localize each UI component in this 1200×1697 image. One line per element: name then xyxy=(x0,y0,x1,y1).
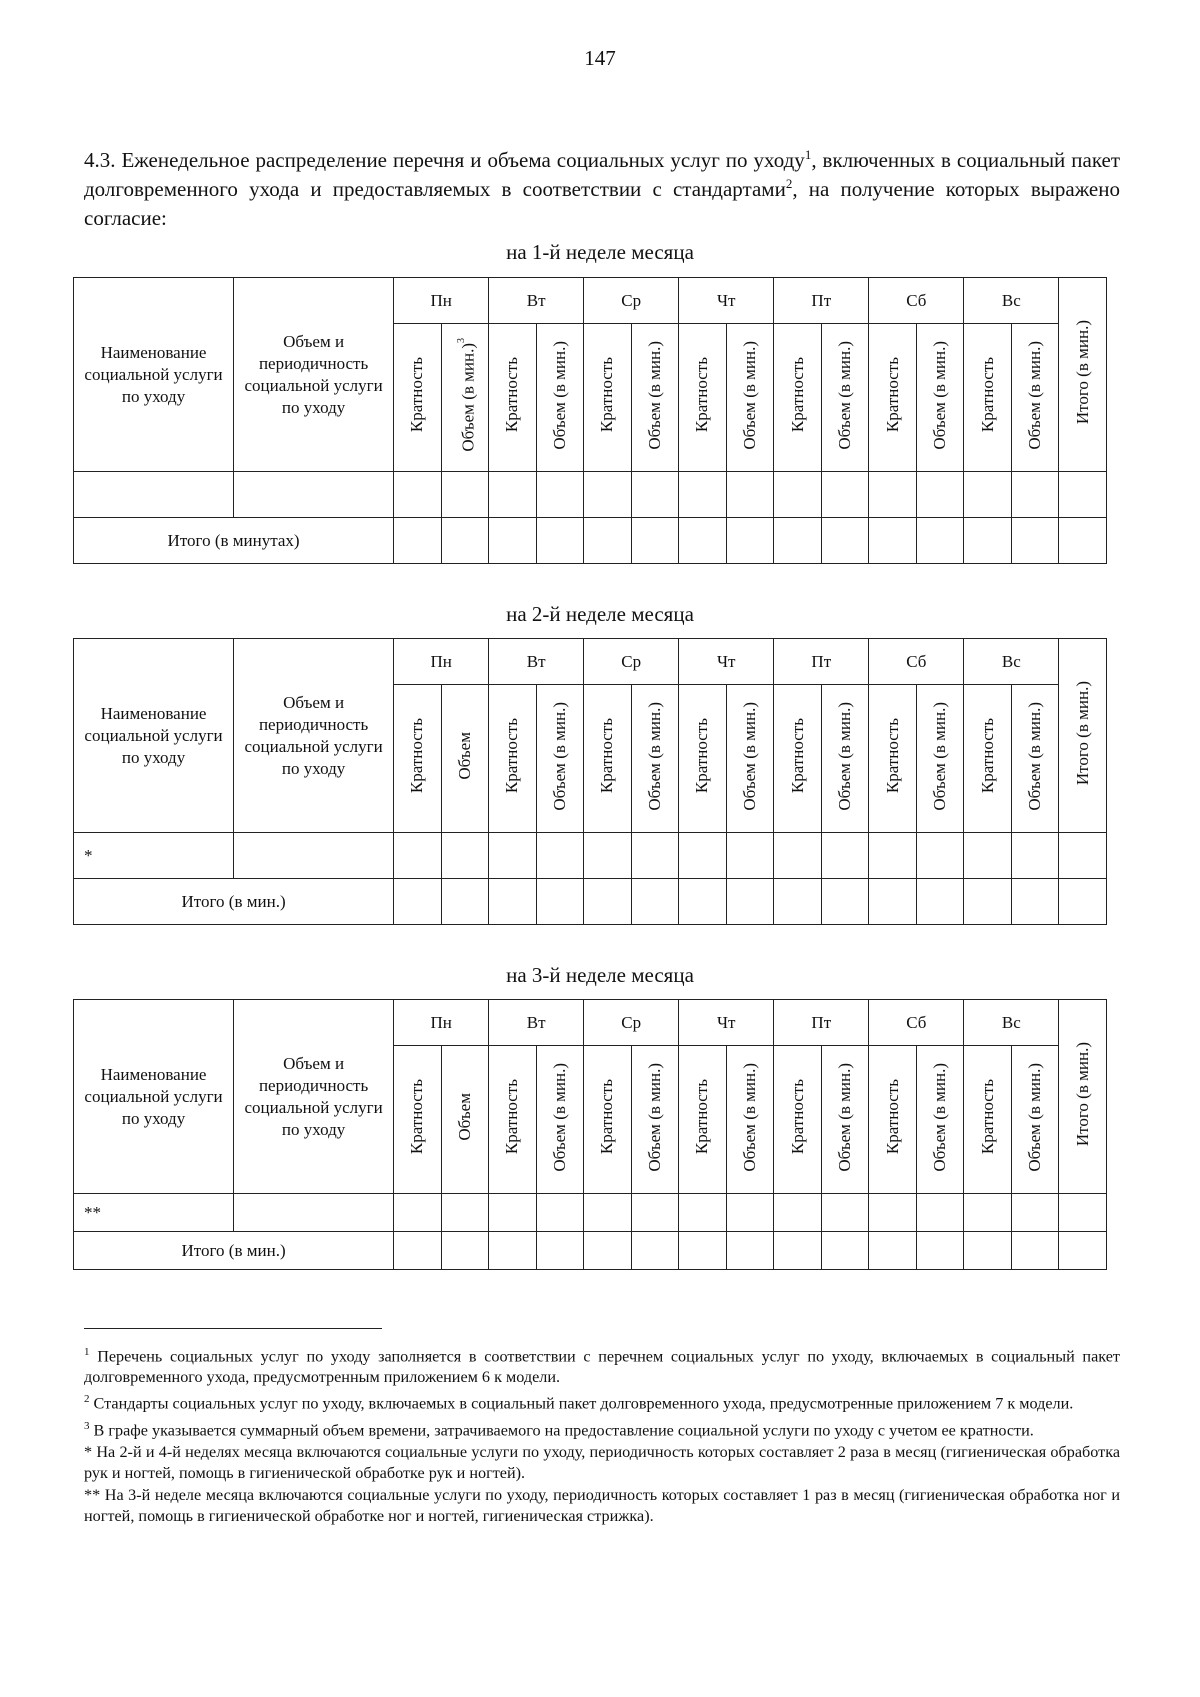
subheader-frequency-label: Кратность xyxy=(977,718,997,794)
table-cell xyxy=(1059,472,1107,518)
table-cell xyxy=(631,879,679,925)
table-cell xyxy=(536,1194,584,1232)
week-3-table xyxy=(73,999,1107,1270)
table-cell xyxy=(774,1232,822,1270)
footnote-text: В графе указывается суммарный объем времени, затрачиваемого на предоставление социальной услуги по уходу с учетом ее кратности. xyxy=(93,1421,1034,1440)
table-cell xyxy=(631,518,679,564)
subheader-frequency xyxy=(489,324,537,472)
table-cell xyxy=(774,1194,822,1232)
subheader-volume-label: Объем (в мин.) xyxy=(930,1062,950,1172)
subheader-frequency-label: Кратность xyxy=(787,1079,807,1155)
table-cell xyxy=(441,879,489,925)
table-cell xyxy=(536,518,584,564)
footnote-ref-2: 2 xyxy=(785,176,793,191)
table-cell xyxy=(1059,833,1107,879)
table-cell xyxy=(234,472,394,518)
table-cell xyxy=(536,1232,584,1270)
day-header: Вт xyxy=(489,278,584,324)
table-cell xyxy=(916,1194,964,1232)
footnote-2 xyxy=(84,1389,1120,1414)
table-cell xyxy=(1011,472,1059,518)
subheader-volume-label: Объем (в мин.) xyxy=(549,1062,569,1172)
day-header: Вт xyxy=(489,639,584,685)
subheader-volume-label: Объем (в мин.) xyxy=(835,1062,855,1172)
subheader-frequency xyxy=(774,685,822,833)
table-cell xyxy=(631,472,679,518)
table-cell xyxy=(679,518,727,564)
day-header: Ср xyxy=(584,1000,679,1046)
footnote-star xyxy=(84,1442,1120,1484)
subheader-frequency-label: Кратность xyxy=(407,1079,427,1155)
subheader-volume-label: Объем (в мин.) xyxy=(1025,701,1045,811)
subheader-volume xyxy=(631,324,679,472)
table-cell xyxy=(234,1194,394,1232)
subheader-volume xyxy=(821,685,869,833)
subheader-frequency xyxy=(964,685,1012,833)
table-cell xyxy=(679,879,727,925)
day-header: Пт xyxy=(774,278,869,324)
footnote-3 xyxy=(84,1416,1120,1441)
subheader-volume xyxy=(916,685,964,833)
subheader-frequency xyxy=(964,324,1012,472)
subheader-volume-label: Объем xyxy=(454,732,474,780)
page-number: 147 xyxy=(584,46,616,70)
day-header: Ср xyxy=(584,278,679,324)
subheader-frequency xyxy=(394,324,442,472)
subheader-volume-label: Объем (в мин.) xyxy=(549,701,569,811)
table-cell xyxy=(1011,879,1059,925)
header-total xyxy=(1059,278,1107,472)
footnote-text: Перечень социальных услуг по уходу заполняется в соответствии с перечнем социальных услуг по уходу, включаемых в социальный пакет долговременного ухода, предусмотренным приложением 6 к модели. xyxy=(84,1347,1121,1387)
subheader-volume xyxy=(1011,324,1059,472)
header-volume-periodicity: Объем и периодичность социальной услуги по уходу xyxy=(234,1000,394,1194)
day-header: Пн xyxy=(394,639,489,685)
table-cell xyxy=(536,472,584,518)
subheader-volume-label: Объем (в мин.) xyxy=(740,701,759,811)
table-cell xyxy=(584,879,632,925)
footnote-ref-1: 1 xyxy=(804,147,812,162)
subheader-volume xyxy=(536,324,584,472)
subheader-volume-label: Объем (в мин.) xyxy=(930,701,950,811)
subheader-volume-label xyxy=(452,338,479,452)
subheader-volume-label: Объем (в мин.) xyxy=(740,340,759,450)
subheader-frequency-label: Кратность xyxy=(882,1079,902,1155)
table-cell xyxy=(584,472,632,518)
intro-text-c: , на получение которых выражено согласие: xyxy=(84,177,1120,230)
table-cell xyxy=(1011,1232,1059,1270)
subheader-frequency-label: Кратность xyxy=(502,357,522,433)
subheader-volume xyxy=(1011,685,1059,833)
subheader-frequency xyxy=(394,685,442,833)
subheader-volume-label: Объем (в мин.) xyxy=(930,340,950,450)
table-cell xyxy=(234,833,394,879)
table-cell xyxy=(726,518,774,564)
table-cell xyxy=(584,1194,632,1232)
table-cell xyxy=(394,1232,442,1270)
table-cell xyxy=(869,833,917,879)
subheader-frequency xyxy=(584,1046,632,1194)
footnote-mark: * xyxy=(84,1443,93,1462)
subheader-frequency xyxy=(489,1046,537,1194)
table-cell xyxy=(489,518,537,564)
subheader-volume xyxy=(441,685,489,833)
week-1-table xyxy=(73,277,1107,564)
header-total-label: Итого (в мин.) xyxy=(1072,1041,1092,1147)
table-cell xyxy=(916,1232,964,1270)
intro-paragraph xyxy=(84,146,1120,233)
table-cell xyxy=(1059,1194,1107,1232)
subheader-volume-label: Объем (в мин.) xyxy=(740,1062,759,1172)
total-row-label: Итого (в мин.) xyxy=(74,879,394,925)
table-cell xyxy=(631,1232,679,1270)
table-cell xyxy=(394,518,442,564)
subheader-frequency xyxy=(964,1046,1012,1194)
day-header: Пн xyxy=(394,1000,489,1046)
subheader-frequency xyxy=(869,324,917,472)
subheader-frequency-label: Кратность xyxy=(597,357,617,433)
subheader-frequency-label: Кратность xyxy=(502,1079,522,1155)
table-cell xyxy=(869,1194,917,1232)
service-row-mark: * xyxy=(74,833,234,879)
footnote-ref-3: 3 xyxy=(455,338,467,344)
total-row-label: Итого (в минутах) xyxy=(74,518,394,564)
day-header: Ср xyxy=(584,639,679,685)
table-cell xyxy=(1059,879,1107,925)
table-cell xyxy=(916,879,964,925)
header-total xyxy=(1059,639,1107,833)
table-cell xyxy=(584,833,632,879)
table-cell xyxy=(869,879,917,925)
subheader-volume xyxy=(726,324,774,472)
footnote-separator xyxy=(84,1328,382,1329)
day-header: Вс xyxy=(964,1000,1059,1046)
subheader-volume xyxy=(726,1046,774,1194)
footnote-text: На 3-й неделе месяца включаются социальные услуги по уходу, периодичность которых составляет 1 раз в месяц (гигиеническая обработка ног и ногтей, помощь в гигиенической обработке ног и ногтей, гигиеническая стрижка). xyxy=(84,1486,1121,1526)
table-cell xyxy=(584,1232,632,1270)
header-total-label: Итого (в мин.) xyxy=(1072,319,1092,425)
subheader-volume-label: Объем (в мин.) xyxy=(1025,1062,1045,1172)
day-header: Пт xyxy=(774,1000,869,1046)
day-header: Чт xyxy=(679,1000,774,1046)
subheader-volume xyxy=(536,685,584,833)
subheader-frequency-label: Кратность xyxy=(882,718,902,794)
subheader-frequency xyxy=(679,324,727,472)
subheader-volume xyxy=(726,685,774,833)
table-cell xyxy=(441,1194,489,1232)
subheader-frequency-label: Кратность xyxy=(787,357,807,433)
header-service-name: Наименование социальной услуги по уходу xyxy=(74,639,234,833)
footnote-mark: 1 xyxy=(84,1346,90,1358)
week-2-caption: на 2-й неделе месяца xyxy=(506,602,694,626)
subheader-volume xyxy=(536,1046,584,1194)
table-cell xyxy=(774,879,822,925)
day-header: Чт xyxy=(679,639,774,685)
header-service-name: Наименование социальной услуги по уходу xyxy=(74,278,234,472)
subheader-volume xyxy=(916,324,964,472)
day-header: Чт xyxy=(679,278,774,324)
table-cell xyxy=(441,833,489,879)
service-row-mark xyxy=(74,472,234,518)
table-cell xyxy=(679,833,727,879)
footnote-1 xyxy=(84,1342,1120,1388)
subheader-volume-label: Объем (в мин.) xyxy=(644,1062,664,1172)
table-cell xyxy=(964,472,1012,518)
subheader-frequency-label: Кратность xyxy=(502,718,522,794)
subheader-frequency-label: Кратность xyxy=(977,357,997,433)
subheader-frequency xyxy=(679,1046,727,1194)
header-volume-periodicity: Объем и периодичность социальной услуги по уходу xyxy=(234,639,394,833)
intro-text-a: 4.3. Еженедельное распределение перечня и объема социальных услуг по уходу xyxy=(84,148,805,172)
table-cell xyxy=(774,833,822,879)
table-cell xyxy=(964,1232,1012,1270)
footnote-mark: ** xyxy=(84,1486,101,1505)
day-header: Сб xyxy=(869,278,964,324)
table-cell xyxy=(489,1232,537,1270)
subheader-frequency-label: Кратность xyxy=(407,718,427,794)
header-total xyxy=(1059,1000,1107,1194)
service-row-mark: ** xyxy=(74,1194,234,1232)
table-cell xyxy=(869,472,917,518)
subheader-volume-label: Объем (в мин.) xyxy=(835,340,855,450)
table-cell xyxy=(821,833,869,879)
table-cell xyxy=(726,1194,774,1232)
subheader-frequency-label: Кратность xyxy=(597,718,617,794)
subheader-frequency xyxy=(584,324,632,472)
table-cell xyxy=(1059,1232,1107,1270)
intro-text-b: , включенных в социальный пакет долговременного ухода и предоставляемых в соответствии с стандартами xyxy=(84,148,1120,201)
header-volume-periodicity: Объем и периодичность социальной услуги по уходу xyxy=(234,278,394,472)
subheader-frequency-label: Кратность xyxy=(692,1079,712,1155)
table-cell xyxy=(679,472,727,518)
table-cell xyxy=(394,472,442,518)
subheader-frequency xyxy=(394,1046,442,1194)
table-cell xyxy=(821,1194,869,1232)
table-cell xyxy=(869,1232,917,1270)
volume-text: Объем (в мин.) xyxy=(458,343,478,452)
subheader-volume xyxy=(916,1046,964,1194)
table-cell xyxy=(441,518,489,564)
table-cell xyxy=(821,879,869,925)
table-cell xyxy=(489,879,537,925)
day-header: Пт xyxy=(774,639,869,685)
table-cell xyxy=(916,472,964,518)
subheader-volume xyxy=(441,324,489,472)
subheader-frequency xyxy=(869,1046,917,1194)
day-header: Вс xyxy=(964,639,1059,685)
table-cell xyxy=(821,1232,869,1270)
subheader-frequency xyxy=(869,685,917,833)
footnote-text: Стандарты социальных услуг по уходу, включаемых в социальный пакет долговременного ухода, предусмотренные приложением 7 к модели. xyxy=(93,1394,1074,1413)
day-header: Вс xyxy=(964,278,1059,324)
day-header: Сб xyxy=(869,639,964,685)
table-cell xyxy=(394,833,442,879)
table-cell xyxy=(679,1232,727,1270)
table-cell xyxy=(916,518,964,564)
subheader-frequency-label: Кратность xyxy=(882,357,902,433)
table-cell xyxy=(394,879,442,925)
header-total-label: Итого (в мин.) xyxy=(1072,680,1092,786)
subheader-volume-label: Объем (в мин.) xyxy=(644,340,664,450)
week-2-table xyxy=(73,638,1107,925)
table-cell xyxy=(536,879,584,925)
table-cell xyxy=(821,472,869,518)
subheader-volume xyxy=(631,685,679,833)
table-cell xyxy=(1011,518,1059,564)
table-cell xyxy=(536,833,584,879)
day-header: Вт xyxy=(489,1000,584,1046)
table-cell xyxy=(1011,1194,1059,1232)
table-cell xyxy=(726,879,774,925)
table-cell xyxy=(489,1194,537,1232)
table-cell xyxy=(726,1232,774,1270)
subheader-volume xyxy=(821,324,869,472)
subheader-frequency-label: Кратность xyxy=(692,357,712,433)
subheader-frequency xyxy=(489,685,537,833)
week-3-caption: на 3-й неделе месяца xyxy=(506,963,694,987)
subheader-volume-label: Объем (в мин.) xyxy=(1025,340,1045,450)
table-cell xyxy=(489,472,537,518)
day-header: Пн xyxy=(394,278,489,324)
subheader-frequency xyxy=(679,685,727,833)
footnote-mark: 3 xyxy=(84,1419,90,1432)
total-row-label: Итого (в мин.) xyxy=(74,1232,394,1270)
table-cell xyxy=(726,833,774,879)
footnote-mark: 2 xyxy=(84,1393,90,1406)
table-cell xyxy=(964,879,1012,925)
table-cell xyxy=(774,518,822,564)
subheader-volume-label: Объем (в мин.) xyxy=(644,701,664,811)
table-cell xyxy=(394,1194,442,1232)
day-header: Сб xyxy=(869,1000,964,1046)
table-cell xyxy=(964,1194,1012,1232)
subheader-frequency-label: Кратность xyxy=(977,1079,997,1155)
table-cell xyxy=(631,833,679,879)
subheader-frequency-label: Кратность xyxy=(597,1079,617,1155)
table-cell xyxy=(726,472,774,518)
subheader-frequency xyxy=(584,685,632,833)
week-1-caption: на 1-й неделе месяца xyxy=(506,240,694,264)
subheader-frequency xyxy=(774,1046,822,1194)
table-cell xyxy=(631,1194,679,1232)
subheader-frequency-label: Кратность xyxy=(407,357,427,433)
subheader-volume-label: Объем (в мин.) xyxy=(549,340,569,450)
subheader-volume-label: Объем (в мин.) xyxy=(835,701,855,811)
table-cell xyxy=(584,518,632,564)
table-cell xyxy=(1011,833,1059,879)
subheader-frequency-label: Кратность xyxy=(692,718,712,794)
table-cell xyxy=(441,1232,489,1270)
subheader-volume xyxy=(441,1046,489,1194)
table-cell xyxy=(679,1194,727,1232)
table-cell xyxy=(869,518,917,564)
table-cell xyxy=(441,472,489,518)
table-cell xyxy=(964,518,1012,564)
subheader-volume xyxy=(1011,1046,1059,1194)
footnote-double-star xyxy=(84,1485,1120,1527)
footnotes xyxy=(84,1342,1120,1528)
footnote-text: На 2-й и 4-й неделях месяца включаются социальные услуги по уходу, периодичность которых составляет 2 раза в месяц (гигиеническая обработка рук и ногтей, помощь в гигиенической обработке рук и ногтей). xyxy=(84,1443,1121,1483)
subheader-frequency-label: Кратность xyxy=(787,718,807,794)
table-cell xyxy=(821,518,869,564)
table-cell xyxy=(774,472,822,518)
subheader-volume xyxy=(631,1046,679,1194)
table-cell xyxy=(1059,518,1107,564)
table-cell xyxy=(916,833,964,879)
subheader-volume xyxy=(821,1046,869,1194)
header-service-name: Наименование социальной услуги по уходу xyxy=(74,1000,234,1194)
table-cell xyxy=(489,833,537,879)
subheader-volume-label: Объем xyxy=(454,1093,474,1141)
subheader-frequency xyxy=(774,324,822,472)
table-cell xyxy=(964,833,1012,879)
